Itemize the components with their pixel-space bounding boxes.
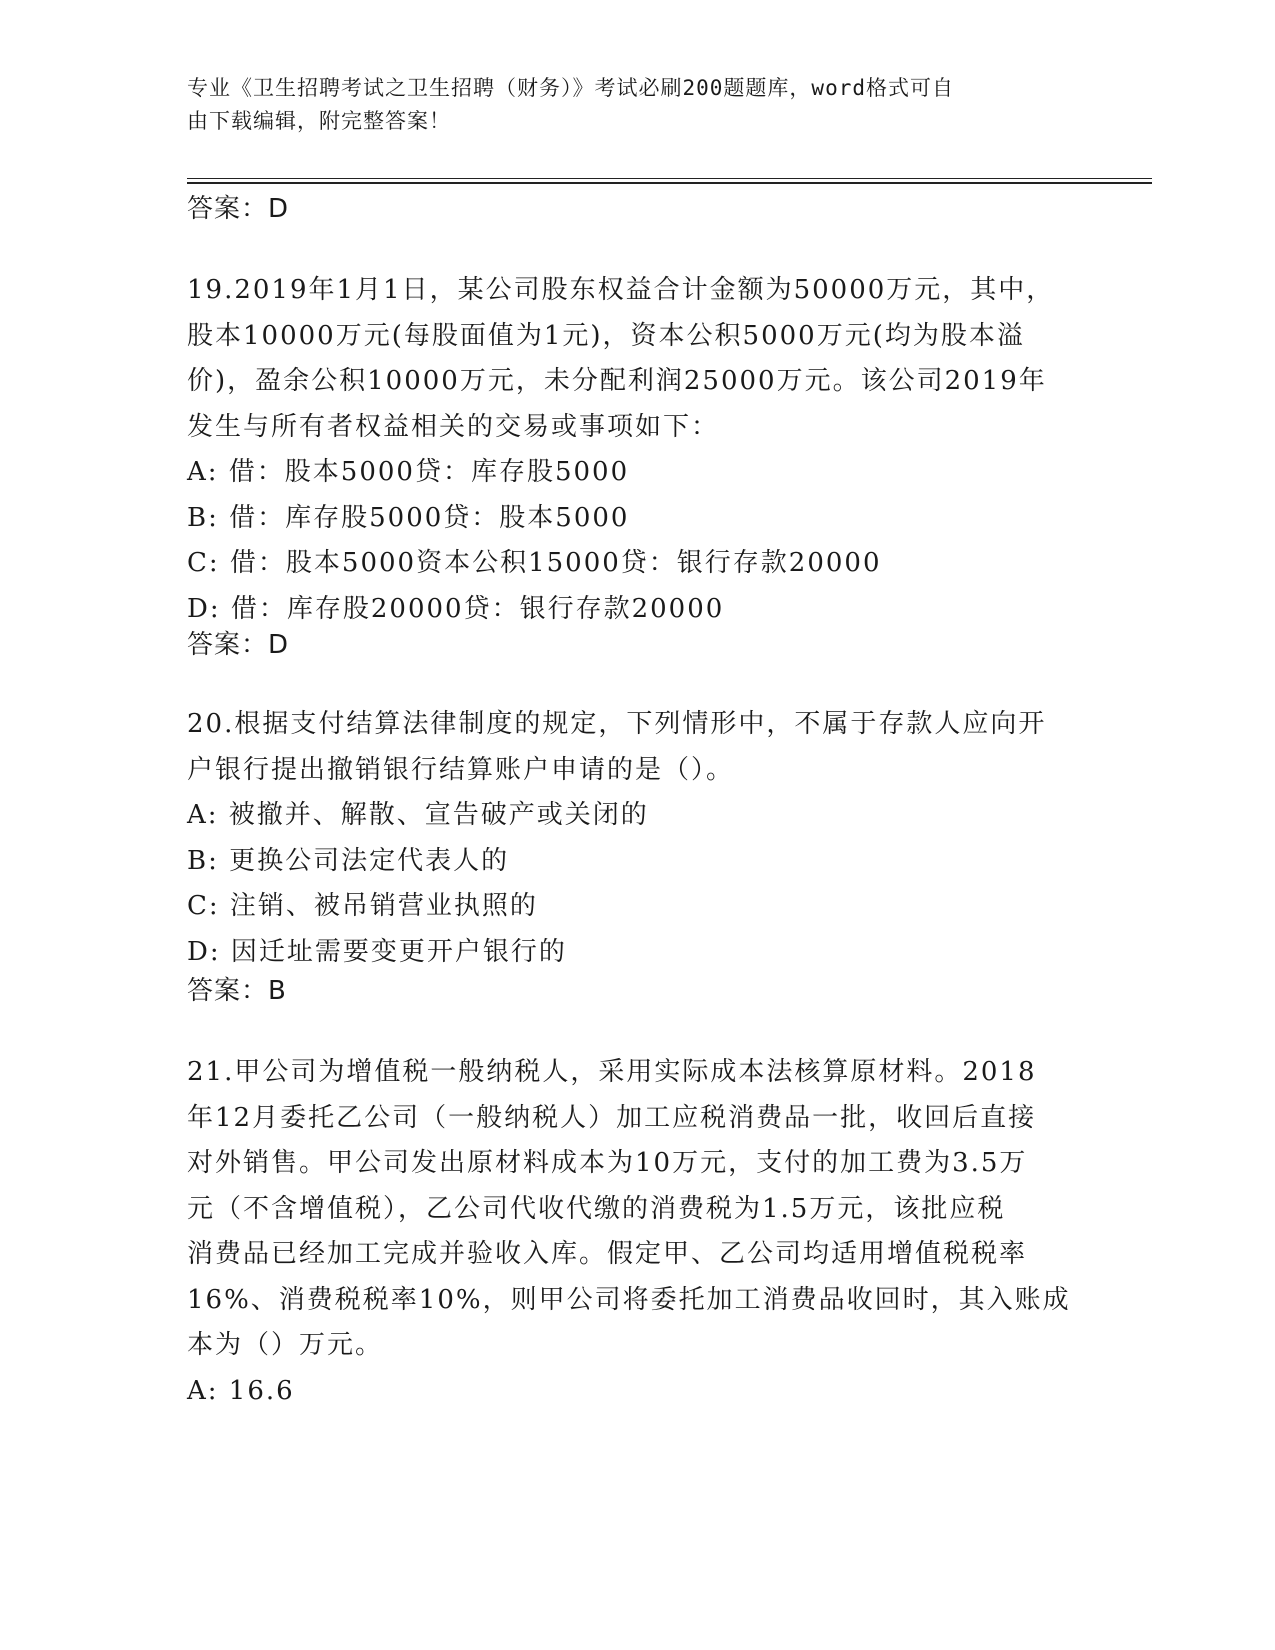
option-a: A: 被撤并、解散、宣告破产或关闭的: [187, 800, 649, 830]
header-line-2: 由下载编辑，附完整答案！: [187, 109, 451, 133]
answer-19: 答案：D: [187, 630, 290, 660]
question-20: [187, 702, 1087, 975]
option-a: A: 借：股本5000贷：库存股5000: [187, 457, 630, 487]
option-a: A: 16.6: [187, 1375, 295, 1406]
option-c: C: 借：股本5000资本公积15000贷：银行存款20000: [187, 548, 882, 578]
question-stem-line: 价)，盈余公积10000万元，未分配利润25000万元。该公司2019年: [187, 366, 1047, 396]
question-stem-line: 本为（）万元。: [187, 1330, 384, 1360]
question-stem-line: 对外销售。甲公司发出原材料成本为10万元，支付的加工费为3.5万: [187, 1148, 1028, 1178]
answer-20: 答案：B: [187, 976, 287, 1006]
option-c: C: 注销、被吊销营业执照的: [187, 891, 538, 921]
header-line-1: 专业《卫生招聘考试之卫生招聘（财务）》考试必刷200题题库，word格式可自: [187, 76, 954, 100]
answer-previous: 答案：D: [187, 194, 290, 224]
question-stem-line: 股本10000万元(每股面值为1元)，资本公积5000万元(均为股本溢: [187, 320, 1025, 351]
question-21: [187, 1050, 1087, 1414]
document-header: [187, 72, 1087, 138]
question-stem-line: 20.根据支付结算法律制度的规定，下列情形中，不属于存款人应向开: [187, 709, 1047, 739]
question-19: [187, 268, 1087, 632]
question-stem-line: 消费品已经加工完成并验收入库。假定甲、乙公司均适用增值税税率: [187, 1239, 1028, 1269]
question-stem-line: 元（不含增值税），乙公司代收代缴的消费税为1.5万元，该批应税: [187, 1193, 1006, 1224]
header-divider-thick: [187, 182, 1152, 184]
question-stem-line: 19.2019年1月1日，某公司股东权益合计金额为50000万元，其中，: [187, 275, 1055, 305]
question-stem-line: 21.甲公司为增值税一般纳税人，采用实际成本法核算原材料。2018: [187, 1057, 1037, 1087]
question-stem-line: 户银行提出撤销银行结算账户申请的是（）。: [187, 754, 735, 785]
option-d: D: 借：库存股20000贷：银行存款20000: [187, 593, 725, 624]
option-b: B: 更换公司法定代表人的: [187, 845, 510, 876]
question-stem-line: 年12月委托乙公司（一般纳税人）加工应税消费品一批，收回后直接: [187, 1102, 1037, 1133]
header-divider-thin: [187, 178, 1152, 179]
option-d: D: 因迁址需要变更开户银行的: [187, 936, 567, 967]
option-b: B: 借：库存股5000贷：股本5000: [187, 502, 630, 533]
question-stem-line: 发生与所有者权益相关的交易或事项如下：: [187, 411, 720, 442]
question-stem-line: 16%、消费税税率10%，则甲公司将委托加工消费品收回时，其入账成: [187, 1284, 1071, 1315]
